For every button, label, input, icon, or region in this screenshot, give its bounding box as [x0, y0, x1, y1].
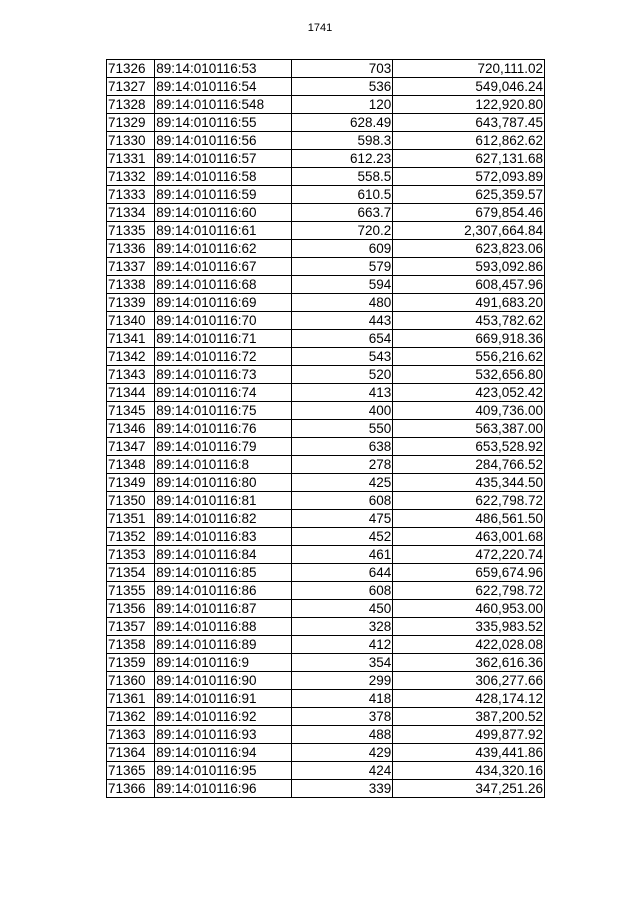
cell-amount: 532,656.80 [393, 366, 545, 384]
cell-cadastral-number: 89:14:010116:93 [155, 726, 292, 744]
cell-quantity: 413 [291, 384, 392, 402]
cell-quantity: 443 [291, 312, 392, 330]
cell-id: 71349 [107, 474, 155, 492]
cell-id: 71327 [107, 78, 155, 96]
cell-amount: 627,131.68 [393, 150, 545, 168]
cell-amount: 409,736.00 [393, 402, 545, 420]
cell-cadastral-number: 89:14:010116:74 [155, 384, 292, 402]
cell-amount: 572,093.89 [393, 168, 545, 186]
cell-cadastral-number: 89:14:010116:73 [155, 366, 292, 384]
cell-id: 71347 [107, 438, 155, 456]
cell-cadastral-number: 89:14:010116:95 [155, 762, 292, 780]
cell-amount: 499,877.92 [393, 726, 545, 744]
cell-id: 71365 [107, 762, 155, 780]
cell-cadastral-number: 89:14:010116:53 [155, 60, 292, 78]
cell-cadastral-number: 89:14:010116:90 [155, 672, 292, 690]
cell-id: 71328 [107, 96, 155, 114]
cell-amount: 623,823.06 [393, 240, 545, 258]
cell-quantity: 480 [291, 294, 392, 312]
cell-quantity: 536 [291, 78, 392, 96]
table-row [107, 330, 545, 348]
cell-quantity: 520 [291, 366, 392, 384]
cell-amount: 2,307,664.84 [393, 222, 545, 240]
cell-id: 71338 [107, 276, 155, 294]
cell-quantity: 328 [291, 618, 392, 636]
cell-cadastral-number: 89:14:010116:56 [155, 132, 292, 150]
table-row [107, 78, 545, 96]
cell-quantity: 278 [291, 456, 392, 474]
cell-id: 71340 [107, 312, 155, 330]
cell-quantity: 598.3 [291, 132, 392, 150]
cell-amount: 563,387.00 [393, 420, 545, 438]
page-number: 1741 [307, 22, 333, 34]
cell-cadastral-number: 89:14:010116:72 [155, 348, 292, 366]
table-row [107, 222, 545, 240]
cell-id: 71330 [107, 132, 155, 150]
cell-id: 71350 [107, 492, 155, 510]
cell-id: 71353 [107, 546, 155, 564]
cell-quantity: 400 [291, 402, 392, 420]
cell-cadastral-number: 89:14:010116:79 [155, 438, 292, 456]
table-row [107, 240, 545, 258]
cell-id: 71360 [107, 672, 155, 690]
table-row [107, 636, 545, 654]
cell-amount: 439,441.86 [393, 744, 545, 762]
cell-id: 71335 [107, 222, 155, 240]
cell-cadastral-number: 89:14:010116:58 [155, 168, 292, 186]
table-row [107, 348, 545, 366]
cell-amount: 335,983.52 [393, 618, 545, 636]
table-row [107, 276, 545, 294]
cell-id: 71345 [107, 402, 155, 420]
table-row [107, 258, 545, 276]
cell-quantity: 579 [291, 258, 392, 276]
cell-id: 71329 [107, 114, 155, 132]
cell-cadastral-number: 89:14:010116:70 [155, 312, 292, 330]
cell-quantity: 703 [291, 60, 392, 78]
cell-cadastral-number: 89:14:010116:69 [155, 294, 292, 312]
cell-id: 71343 [107, 366, 155, 384]
cell-amount: 422,028.08 [393, 636, 545, 654]
cell-quantity: 120 [291, 96, 392, 114]
cell-quantity: 612.23 [291, 150, 392, 168]
cell-amount: 625,359.57 [393, 186, 545, 204]
cell-cadastral-number: 89:14:010116:87 [155, 600, 292, 618]
cell-quantity: 461 [291, 546, 392, 564]
cell-quantity: 378 [291, 708, 392, 726]
table-row [107, 708, 545, 726]
cell-cadastral-number: 89:14:010116:94 [155, 744, 292, 762]
cell-amount: 653,528.92 [393, 438, 545, 456]
cell-id: 71339 [107, 294, 155, 312]
cell-id: 71332 [107, 168, 155, 186]
cell-cadastral-number: 89:14:010116:82 [155, 510, 292, 528]
table-row [107, 492, 545, 510]
cell-amount: 612,862.62 [393, 132, 545, 150]
table-row [107, 114, 545, 132]
cell-amount: 491,683.20 [393, 294, 545, 312]
table-row [107, 150, 545, 168]
cell-amount: 284,766.52 [393, 456, 545, 474]
cell-id: 71333 [107, 186, 155, 204]
table-row [107, 762, 545, 780]
cell-id: 71334 [107, 204, 155, 222]
cell-cadastral-number: 89:14:010116:62 [155, 240, 292, 258]
cell-amount: 460,953.00 [393, 600, 545, 618]
cell-amount: 472,220.74 [393, 546, 545, 564]
cell-quantity: 608 [291, 492, 392, 510]
cell-cadastral-number: 89:14:010116:80 [155, 474, 292, 492]
table-row [107, 600, 545, 618]
cell-cadastral-number: 89:14:010116:8 [155, 456, 292, 474]
cell-quantity: 558.5 [291, 168, 392, 186]
cell-amount: 435,344.50 [393, 474, 545, 492]
cell-quantity: 608 [291, 582, 392, 600]
cell-quantity: 418 [291, 690, 392, 708]
table-row [107, 726, 545, 744]
table-row [107, 672, 545, 690]
table-row [107, 654, 545, 672]
table-row [107, 294, 545, 312]
table-row [107, 618, 545, 636]
cell-id: 71346 [107, 420, 155, 438]
cell-quantity: 488 [291, 726, 392, 744]
cell-amount: 679,854.46 [393, 204, 545, 222]
table-row [107, 546, 545, 564]
cell-id: 71361 [107, 690, 155, 708]
cell-cadastral-number: 89:14:010116:54 [155, 78, 292, 96]
table-row [107, 510, 545, 528]
table-row [107, 96, 545, 114]
cell-amount: 549,046.24 [393, 78, 545, 96]
cell-quantity: 609 [291, 240, 392, 258]
cell-cadastral-number: 89:14:010116:76 [155, 420, 292, 438]
cell-quantity: 424 [291, 762, 392, 780]
cell-cadastral-number: 89:14:010116:71 [155, 330, 292, 348]
table-row [107, 132, 545, 150]
cell-id: 71351 [107, 510, 155, 528]
cell-amount: 643,787.45 [393, 114, 545, 132]
cell-quantity: 412 [291, 636, 392, 654]
cell-amount: 434,320.16 [393, 762, 545, 780]
cell-amount: 306,277.66 [393, 672, 545, 690]
cell-quantity: 543 [291, 348, 392, 366]
cell-quantity: 299 [291, 672, 392, 690]
table-row [107, 528, 545, 546]
cell-cadastral-number: 89:14:010116:91 [155, 690, 292, 708]
cell-quantity: 450 [291, 600, 392, 618]
cell-id: 71366 [107, 780, 155, 798]
cell-id: 71354 [107, 564, 155, 582]
cell-cadastral-number: 89:14:010116:61 [155, 222, 292, 240]
cell-quantity: 475 [291, 510, 392, 528]
cell-amount: 453,782.62 [393, 312, 545, 330]
cell-amount: 608,457.96 [393, 276, 545, 294]
cell-amount: 428,174.12 [393, 690, 545, 708]
cell-id: 71359 [107, 654, 155, 672]
cell-id: 71357 [107, 618, 155, 636]
cell-cadastral-number: 89:14:010116:89 [155, 636, 292, 654]
table-row [107, 564, 545, 582]
cell-id: 71364 [107, 744, 155, 762]
cell-id: 71348 [107, 456, 155, 474]
cell-cadastral-number: 89:14:010116:75 [155, 402, 292, 420]
cell-amount: 669,918.36 [393, 330, 545, 348]
cell-quantity: 663.7 [291, 204, 392, 222]
table-row [107, 186, 545, 204]
table-row [107, 690, 545, 708]
cell-quantity: 429 [291, 744, 392, 762]
cell-cadastral-number: 89:14:010116:85 [155, 564, 292, 582]
cell-quantity: 654 [291, 330, 392, 348]
cell-id: 71344 [107, 384, 155, 402]
cell-amount: 423,052.42 [393, 384, 545, 402]
cell-id: 71341 [107, 330, 155, 348]
cell-id: 71355 [107, 582, 155, 600]
table-row [107, 312, 545, 330]
cell-amount: 463,001.68 [393, 528, 545, 546]
cell-cadastral-number: 89:14:010116:59 [155, 186, 292, 204]
cell-cadastral-number: 89:14:010116:68 [155, 276, 292, 294]
table-body [107, 60, 545, 798]
cell-amount: 720,111.02 [393, 60, 545, 78]
table-row [107, 474, 545, 492]
cell-id: 71358 [107, 636, 155, 654]
cell-id: 71363 [107, 726, 155, 744]
cell-quantity: 425 [291, 474, 392, 492]
cell-amount: 659,674.96 [393, 564, 545, 582]
table-row [107, 366, 545, 384]
cell-quantity: 594 [291, 276, 392, 294]
cell-id: 71337 [107, 258, 155, 276]
cell-id: 71352 [107, 528, 155, 546]
table-row [107, 60, 545, 78]
table-row [107, 438, 545, 456]
cell-quantity: 638 [291, 438, 392, 456]
cell-id: 71326 [107, 60, 155, 78]
cell-id: 71362 [107, 708, 155, 726]
cell-amount: 362,616.36 [393, 654, 545, 672]
cell-id: 71356 [107, 600, 155, 618]
cell-cadastral-number: 89:14:010116:92 [155, 708, 292, 726]
table-row [107, 168, 545, 186]
cell-amount: 593,092.86 [393, 258, 545, 276]
cell-cadastral-number: 89:14:010116:55 [155, 114, 292, 132]
cell-quantity: 550 [291, 420, 392, 438]
cell-cadastral-number: 89:14:010116:96 [155, 780, 292, 798]
cell-amount: 622,798.72 [393, 582, 545, 600]
cell-quantity: 644 [291, 564, 392, 582]
cell-id: 71331 [107, 150, 155, 168]
cell-id: 71342 [107, 348, 155, 366]
cell-quantity: 452 [291, 528, 392, 546]
cell-cadastral-number: 89:14:010116:84 [155, 546, 292, 564]
cell-cadastral-number: 89:14:010116:57 [155, 150, 292, 168]
cell-amount: 122,920.80 [393, 96, 545, 114]
cell-cadastral-number: 89:14:010116:86 [155, 582, 292, 600]
table-row [107, 204, 545, 222]
cell-cadastral-number: 89:14:010116:548 [155, 96, 292, 114]
cell-quantity: 339 [291, 780, 392, 798]
cell-cadastral-number: 89:14:010116:88 [155, 618, 292, 636]
table-row [107, 420, 545, 438]
cell-amount: 556,216.62 [393, 348, 545, 366]
cell-quantity: 720.2 [291, 222, 392, 240]
table-row [107, 384, 545, 402]
table-row [107, 402, 545, 420]
cell-id: 71336 [107, 240, 155, 258]
table-row [107, 780, 545, 798]
cell-quantity: 628.49 [291, 114, 392, 132]
table-row [107, 456, 545, 474]
cell-quantity: 610.5 [291, 186, 392, 204]
cell-cadastral-number: 89:14:010116:9 [155, 654, 292, 672]
table-row [107, 744, 545, 762]
cell-cadastral-number: 89:14:010116:60 [155, 204, 292, 222]
cell-quantity: 354 [291, 654, 392, 672]
cell-amount: 347,251.26 [393, 780, 545, 798]
cell-amount: 486,561.50 [393, 510, 545, 528]
cell-amount: 622,798.72 [393, 492, 545, 510]
cell-cadastral-number: 89:14:010116:83 [155, 528, 292, 546]
data-table [106, 59, 545, 798]
cell-cadastral-number: 89:14:010116:81 [155, 492, 292, 510]
table-row [107, 582, 545, 600]
cell-cadastral-number: 89:14:010116:67 [155, 258, 292, 276]
cell-amount: 387,200.52 [393, 708, 545, 726]
